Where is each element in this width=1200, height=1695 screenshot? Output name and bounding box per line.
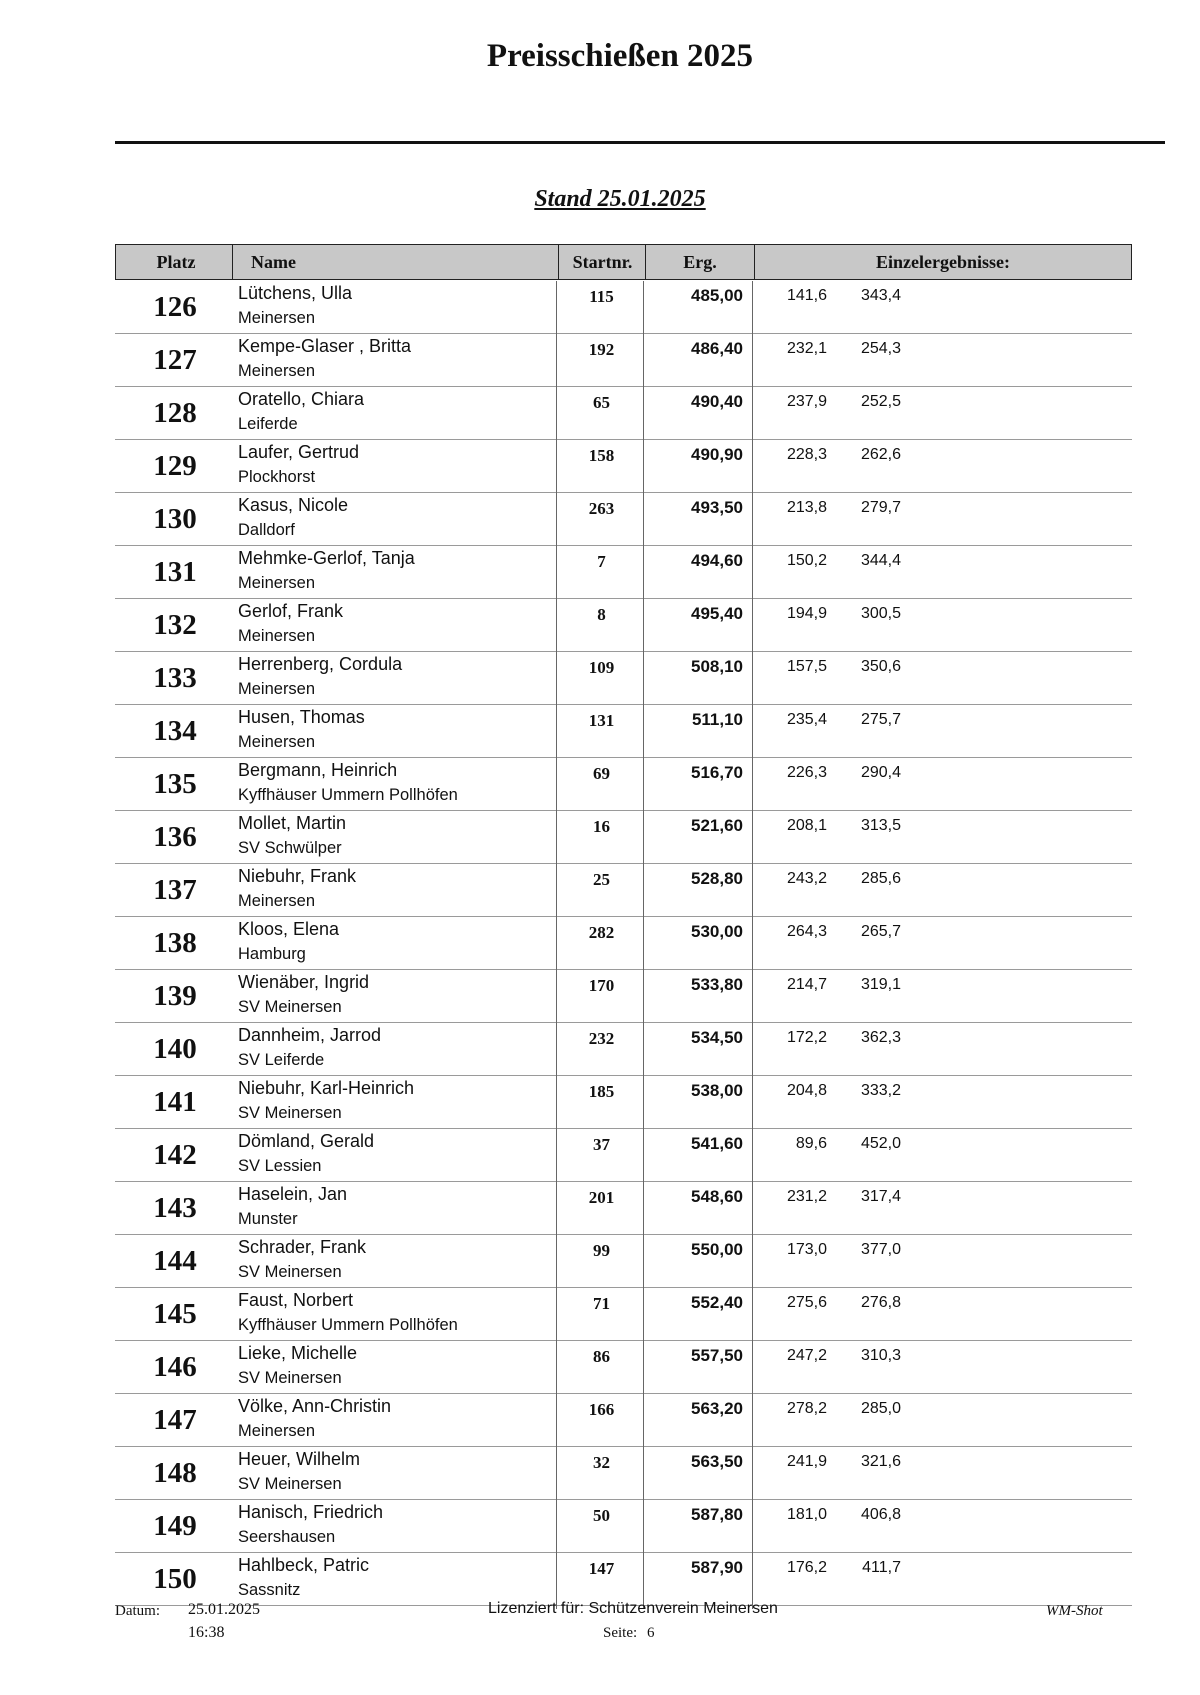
results-table — [115, 244, 1132, 1599]
startnr-cell: 7 — [597, 552, 606, 571]
platz-cell: 141 — [153, 1086, 197, 1118]
startnr-cell: 99 — [593, 1241, 610, 1260]
einzel-1-cell: 278,2 — [786, 1400, 827, 1417]
club-cell: Kyffhäuser Ummern Pollhöfen — [238, 786, 458, 804]
einzel-2-cell: 285,6 — [860, 870, 901, 887]
einzel-2-cell: 254,3 — [860, 340, 901, 357]
club-cell: SV Leiferde — [238, 1051, 325, 1069]
einzel-2-cell: 276,8 — [860, 1294, 901, 1311]
header-name: Name — [251, 252, 296, 272]
erg-cell: 557,50 — [691, 1346, 743, 1365]
startnr-cell: 185 — [588, 1082, 615, 1101]
platz-cell: 144 — [153, 1245, 197, 1277]
name-cell: Lütchens, Ulla — [238, 283, 353, 303]
startnr-cell: 50 — [593, 1506, 610, 1525]
table-row — [115, 546, 1132, 599]
name-cell: Kempe-Glaser , Britta — [238, 336, 412, 356]
einzel-2-cell: 343,4 — [860, 287, 901, 304]
table-row — [115, 1288, 1132, 1341]
table-row — [115, 652, 1132, 705]
platz-cell: 128 — [153, 397, 197, 429]
name-cell: Haselein, Jan — [238, 1184, 348, 1204]
startnr-cell: 69 — [593, 764, 610, 783]
header-startnr: Startnr. — [572, 252, 633, 272]
name-cell: Lieke, Michelle — [238, 1343, 358, 1363]
einzel-1-cell: 237,9 — [786, 393, 827, 410]
erg-cell: 563,20 — [691, 1399, 743, 1418]
name-cell: Herrenberg, Cordula — [238, 654, 403, 674]
club-cell: SV Meinersen — [238, 998, 342, 1016]
club-cell: SV Lessien — [238, 1157, 322, 1175]
einzel-1-cell: 89,6 — [795, 1135, 827, 1152]
footer-page-label: Seite: — [603, 1625, 638, 1641]
einzel-2-cell: 300,5 — [860, 605, 901, 622]
einzel-1-cell: 181,0 — [786, 1506, 827, 1523]
name-cell: Völke, Ann-Christin — [238, 1396, 392, 1416]
einzel-2-cell: 279,7 — [860, 499, 901, 516]
erg-cell: 530,00 — [691, 922, 743, 941]
erg-cell: 516,70 — [691, 763, 743, 782]
table-row — [115, 1447, 1132, 1500]
einzel-2-cell: 406,8 — [860, 1506, 901, 1523]
table-row — [115, 1182, 1132, 1235]
erg-cell: 528,80 — [691, 869, 743, 888]
einzel-2-cell: 362,3 — [860, 1029, 901, 1046]
einzel-1-cell: 235,4 — [786, 711, 827, 728]
table-row — [115, 599, 1132, 652]
einzel-1-cell: 141,6 — [786, 287, 827, 304]
einzel-2-cell: 319,1 — [860, 976, 901, 993]
footer-time: 16:38 — [188, 1624, 225, 1641]
table-row — [115, 1553, 1132, 1606]
erg-cell: 533,80 — [691, 975, 743, 994]
einzel-2-cell: 290,4 — [860, 764, 901, 781]
einzel-1-cell: 176,2 — [786, 1559, 827, 1576]
name-cell: Faust, Norbert — [238, 1290, 354, 1310]
club-cell: Meinersen — [238, 574, 316, 592]
erg-cell: 490,90 — [691, 445, 743, 464]
startnr-cell: 115 — [589, 287, 614, 306]
einzel-2-cell: 377,0 — [860, 1241, 901, 1258]
table-header — [115, 244, 1132, 280]
name-cell: Schrader, Frank — [238, 1237, 367, 1257]
startnr-cell: 71 — [593, 1294, 610, 1313]
footer-license: Lizenziert für: Schützenverein Meinersen — [488, 1600, 778, 1617]
einzel-1-cell: 208,1 — [786, 817, 827, 834]
startnr-cell: 158 — [588, 446, 615, 465]
club-cell: Meinersen — [238, 362, 316, 380]
table-row — [115, 917, 1132, 970]
startnr-cell: 282 — [588, 923, 615, 942]
platz-cell: 126 — [153, 291, 197, 323]
erg-cell: 563,50 — [691, 1452, 743, 1471]
club-cell: Plockhorst — [238, 468, 316, 486]
erg-cell: 495,40 — [691, 604, 743, 623]
platz-cell: 150 — [153, 1563, 197, 1595]
platz-cell: 142 — [153, 1139, 197, 1171]
platz-cell: 139 — [153, 980, 197, 1012]
erg-cell: 550,00 — [691, 1240, 743, 1259]
platz-cell: 131 — [153, 556, 197, 588]
club-cell: Sassnitz — [238, 1581, 301, 1599]
erg-cell: 587,90 — [691, 1558, 743, 1577]
einzel-1-cell: 214,7 — [786, 976, 827, 993]
erg-cell: 486,40 — [691, 339, 743, 358]
erg-cell: 587,80 — [691, 1505, 743, 1524]
platz-cell: 132 — [153, 609, 197, 641]
einzel-2-cell: 313,5 — [860, 817, 901, 834]
platz-cell: 143 — [153, 1192, 197, 1224]
erg-cell: 490,40 — [691, 392, 743, 411]
club-cell: Hamburg — [238, 945, 306, 963]
footer-page-number: 6 — [647, 1625, 655, 1641]
platz-cell: 136 — [153, 821, 197, 853]
table-row — [115, 440, 1132, 493]
club-cell: SV Meinersen — [238, 1104, 342, 1122]
startnr-cell: 263 — [588, 499, 615, 518]
table-row — [115, 811, 1132, 864]
einzel-2-cell: 262,6 — [860, 446, 901, 463]
erg-cell: 541,60 — [691, 1134, 743, 1153]
startnr-cell: 32 — [593, 1453, 610, 1472]
platz-cell: 148 — [153, 1457, 197, 1489]
club-cell: Meinersen — [238, 680, 316, 698]
name-cell: Hahlbeck, Patric — [238, 1555, 370, 1575]
einzel-1-cell: 232,1 — [786, 340, 827, 357]
stand-date-heading: Stand 25.01.2025 — [534, 186, 706, 212]
einzel-1-cell: 264,3 — [786, 923, 827, 940]
erg-cell: 548,60 — [691, 1187, 743, 1206]
erg-cell: 508,10 — [691, 657, 743, 676]
platz-cell: 137 — [153, 874, 197, 906]
erg-cell: 552,40 — [691, 1293, 743, 1312]
results-rows — [115, 281, 1132, 1606]
column-divider-erg — [643, 281, 644, 1609]
erg-cell: 521,60 — [691, 816, 743, 835]
club-cell: Meinersen — [238, 309, 316, 327]
platz-cell: 145 — [153, 1298, 197, 1330]
einzel-1-cell: 213,8 — [786, 499, 827, 516]
club-cell: Dalldorf — [238, 521, 295, 539]
einzel-2-cell: 265,7 — [860, 923, 901, 940]
name-cell: Husen, Thomas — [238, 707, 365, 727]
club-cell: Meinersen — [238, 1422, 316, 1440]
column-divider-startnr — [556, 281, 557, 1609]
einzel-2-cell: 252,5 — [860, 393, 901, 410]
startnr-cell: 192 — [588, 340, 615, 359]
startnr-cell: 65 — [593, 393, 610, 412]
table-row — [115, 1394, 1132, 1447]
name-cell: Heuer, Wilhelm — [238, 1449, 361, 1469]
erg-cell: 494,60 — [691, 551, 743, 570]
startnr-cell: 201 — [588, 1188, 615, 1207]
platz-cell: 149 — [153, 1510, 197, 1542]
club-cell: Meinersen — [238, 892, 316, 910]
name-cell: Dannheim, Jarrod — [238, 1025, 382, 1045]
header-separator — [232, 245, 233, 279]
table-row — [115, 387, 1132, 440]
einzel-2-cell: 317,4 — [860, 1188, 901, 1205]
platz-cell: 147 — [153, 1404, 197, 1436]
table-row — [115, 1341, 1132, 1394]
platz-cell: 135 — [153, 768, 197, 800]
header-platz: Platz — [156, 252, 196, 272]
einzel-1-cell: 226,3 — [786, 764, 827, 781]
einzel-2-cell: 452,0 — [860, 1135, 901, 1152]
erg-cell: 485,00 — [691, 286, 743, 305]
table-row — [115, 970, 1132, 1023]
table-row — [115, 281, 1132, 334]
einzel-1-cell: 243,2 — [786, 870, 827, 887]
einzel-1-cell: 247,2 — [786, 1347, 827, 1364]
einzel-2-cell: 333,2 — [860, 1082, 901, 1099]
table-row — [115, 1076, 1132, 1129]
einzel-1-cell: 275,6 — [786, 1294, 827, 1311]
club-cell: Munster — [238, 1210, 298, 1228]
club-cell: Leiferde — [238, 415, 298, 433]
name-cell: Laufer, Gertrud — [238, 442, 360, 462]
platz-cell: 134 — [153, 715, 197, 747]
platz-cell: 138 — [153, 927, 197, 959]
startnr-cell: 8 — [597, 605, 606, 624]
erg-cell: 493,50 — [691, 498, 743, 517]
einzel-2-cell: 321,6 — [860, 1453, 901, 1470]
einzel-1-cell: 173,0 — [786, 1241, 827, 1258]
einzel-2-cell: 285,0 — [860, 1400, 901, 1417]
name-cell: Niebuhr, Frank — [238, 866, 357, 886]
title-divider — [115, 141, 1165, 144]
table-row — [115, 1129, 1132, 1182]
name-cell: Niebuhr, Karl-Heinrich — [238, 1078, 415, 1098]
table-row — [115, 1500, 1132, 1553]
name-cell: Mollet, Martin — [238, 813, 347, 833]
name-cell: Mehmke-Gerlof, Tanja — [238, 548, 415, 568]
einzel-1-cell: 231,2 — [786, 1188, 827, 1205]
table-row — [115, 758, 1132, 811]
club-cell: SV Meinersen — [238, 1369, 342, 1387]
club-cell: SV Schwülper — [238, 839, 342, 857]
startnr-cell: 109 — [588, 658, 615, 677]
erg-cell: 511,10 — [691, 710, 743, 729]
startnr-cell: 86 — [593, 1347, 610, 1366]
table-row — [115, 493, 1132, 546]
platz-cell: 130 — [153, 503, 197, 535]
table-row — [115, 864, 1132, 917]
header-einzelergebnisse: Einzelergebnisse: — [876, 252, 1010, 272]
platz-cell: 133 — [153, 662, 197, 694]
table-row — [115, 1023, 1132, 1076]
einzel-2-cell: 350,6 — [860, 658, 901, 675]
club-cell: SV Meinersen — [238, 1263, 342, 1281]
startnr-cell: 131 — [588, 711, 615, 730]
startnr-cell: 37 — [593, 1135, 610, 1154]
startnr-cell: 147 — [588, 1559, 615, 1578]
club-cell: Meinersen — [238, 627, 316, 645]
name-cell: Dömland, Gerald — [238, 1131, 375, 1151]
name-cell: Hanisch, Friedrich — [238, 1502, 384, 1522]
einzel-2-cell: 344,4 — [860, 552, 901, 569]
column-divider-einzel — [752, 281, 753, 1609]
name-cell: Oratello, Chiara — [238, 389, 365, 409]
erg-cell: 534,50 — [691, 1028, 743, 1047]
erg-cell: 538,00 — [691, 1081, 743, 1100]
startnr-cell: 25 — [593, 870, 610, 889]
einzel-1-cell: 150,2 — [786, 552, 827, 569]
footer-date: 25.01.2025 — [188, 1601, 260, 1618]
einzel-1-cell: 241,9 — [786, 1453, 827, 1470]
name-cell: Bergmann, Heinrich — [238, 760, 398, 780]
einzel-1-cell: 172,2 — [786, 1029, 827, 1046]
startnr-cell: 170 — [588, 976, 615, 995]
startnr-cell: 16 — [593, 817, 610, 836]
name-cell: Kasus, Nicole — [238, 495, 349, 515]
startnr-cell: 232 — [588, 1029, 615, 1048]
einzel-1-cell: 228,3 — [786, 446, 827, 463]
platz-cell: 127 — [153, 344, 197, 376]
table-row — [115, 334, 1132, 387]
einzel-1-cell: 157,5 — [786, 658, 827, 675]
name-cell: Kloos, Elena — [238, 919, 340, 939]
platz-cell: 129 — [153, 450, 197, 482]
platz-cell: 146 — [153, 1351, 197, 1383]
club-cell: SV Meinersen — [238, 1475, 342, 1493]
club-cell: Kyffhäuser Ummern Pollhöfen — [238, 1316, 458, 1334]
einzel-2-cell: 411,7 — [862, 1559, 901, 1576]
einzel-1-cell: 204,8 — [786, 1082, 827, 1099]
einzel-2-cell: 275,7 — [860, 711, 901, 728]
header-erg: Erg. — [683, 252, 717, 272]
club-cell: Seershausen — [238, 1528, 336, 1546]
startnr-cell: 166 — [588, 1400, 615, 1419]
footer-datum-label: Datum: — [115, 1603, 160, 1619]
platz-cell: 140 — [153, 1033, 197, 1065]
page-title: Preisschießen 2025 — [486, 38, 754, 74]
club-cell: Meinersen — [238, 733, 316, 751]
footer-brand: WM-Shot — [1046, 1603, 1103, 1619]
name-cell: Wienäber, Ingrid — [238, 972, 370, 992]
name-cell: Gerlof, Frank — [238, 601, 344, 621]
einzel-2-cell: 310,3 — [860, 1347, 901, 1364]
table-row — [115, 705, 1132, 758]
table-row — [115, 1235, 1132, 1288]
einzel-1-cell: 194,9 — [786, 605, 827, 622]
